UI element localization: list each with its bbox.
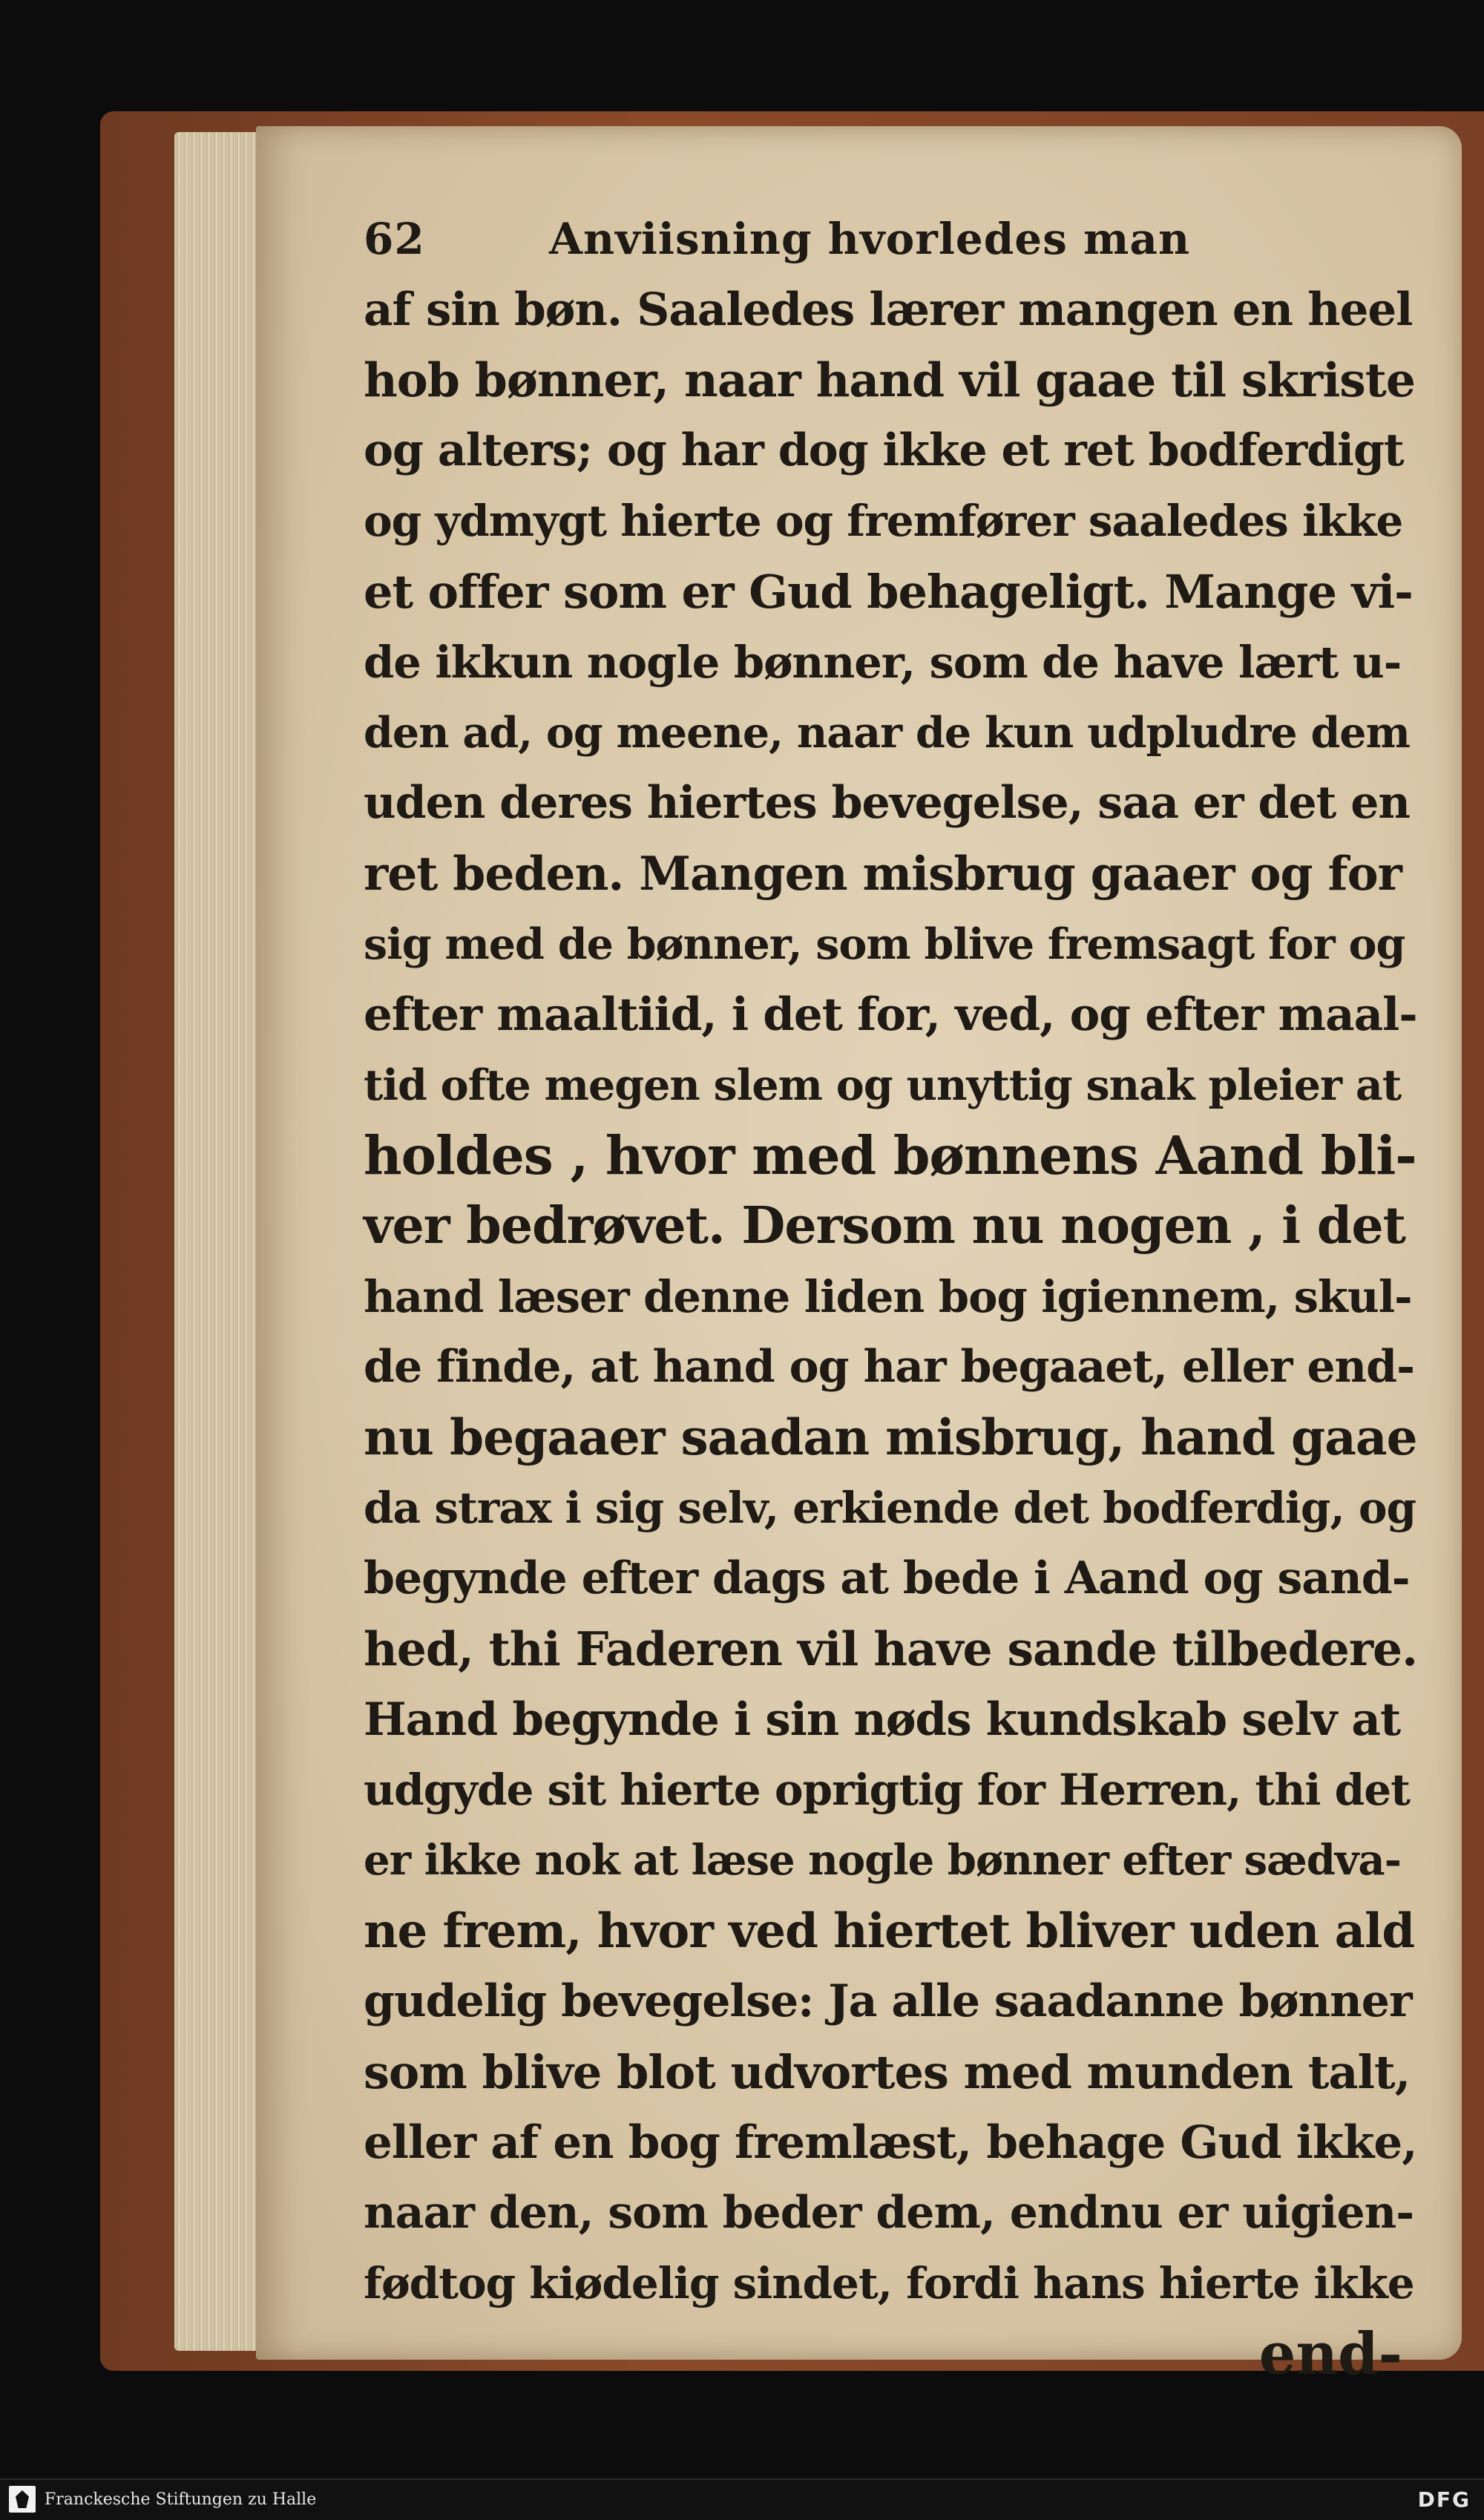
text-line: udgyde sit hierte oprigtig for Herren, thi det	[364, 1765, 1410, 1815]
text-line: eller af en bog fremlæst, behage Gud ikke,	[364, 2116, 1417, 2169]
foundation-logo-icon	[9, 2486, 36, 2513]
page-edges	[174, 132, 263, 2351]
page-number: 62	[364, 214, 425, 264]
text-line: er ikke nok at læse nogle bønner efter sædva-	[364, 1836, 1401, 1885]
text-line: sig med de bønner, som blive fremsagt for og	[364, 919, 1405, 969]
text-line: Hand begynde i sin nøds kundskab selv at	[364, 1693, 1401, 1746]
text-line: som blive blot udvortes med munden talt,	[364, 2045, 1411, 2099]
text-block	[364, 275, 1417, 2319]
text-line: begynde efter dags at bede i Aand og sand-	[364, 1552, 1410, 1604]
running-head: Anviisning hvorledes man	[549, 214, 1191, 264]
text-line: hand læser denne liden bog igiennem, skul-	[364, 1271, 1412, 1322]
viewer-footer	[0, 2478, 1484, 2520]
text-line: fødtog kiødelig sindet, fordi hans hierte ikke	[364, 2258, 1414, 2309]
dfg-mark: DFG	[1417, 2487, 1471, 2512]
text-line: af sin bøn. Saaledes lærer mangen en heel	[364, 283, 1413, 336]
text-line: efter maaltiid, i det for, ved, og efter maal-	[364, 988, 1417, 1041]
text-line: den ad, og meene, naar de kun udpludre dem	[364, 708, 1410, 758]
institution-name: Franckesche Stiftungen zu Halle	[45, 2490, 317, 2509]
text-line: hed, thi Faderen vil have sande tilbedere.	[364, 1621, 1418, 1676]
text-line: de finde, at hand og har begaaet, eller end-	[364, 1341, 1415, 1393]
text-line: gudelig bevegelse: Ja alle saadanne bønner	[364, 1975, 1412, 2027]
text-line: ret beden. Mangen misbrug gaaer og for	[364, 846, 1402, 901]
text-line: tid ofte megen slem og unyttig snak pleier at	[364, 1060, 1402, 1110]
page-text	[364, 200, 1417, 2389]
text-line: ver bedrøvet. Dersom nu nogen , i det	[364, 1196, 1406, 1256]
text-line: hob bønner, naar hand vil gaae til skriste	[364, 352, 1415, 407]
text-line: naar den, som beder dem, endnu er uigien-	[364, 2187, 1414, 2239]
text-line: og ydmygt hierte og fremfører saaledes ikke	[364, 496, 1403, 546]
text-line: de ikkun nogle bønner, som de have lært u-	[364, 637, 1402, 688]
text-line: uden deres hiertes bevegelse, saa er det en	[364, 777, 1411, 829]
text-line: holdes , hvor med bønnens Aand bli-	[364, 1124, 1416, 1187]
text-line: da strax i sig selv, erkiende det bodferdig, og	[364, 1483, 1416, 1533]
text-line: nu begaaer saadan misbrug, hand gaae	[364, 1408, 1417, 1466]
page-header	[364, 200, 1417, 275]
text-line: ne frem, hvor ved hiertet bliver uden ald	[364, 1903, 1415, 1959]
text-line: og alters; og har dog ikke et ret bodferdigt	[364, 424, 1404, 476]
catchword: end-	[1258, 2320, 1402, 2388]
text-line: et offer som er Gud behageligt. Mange vi-	[364, 565, 1413, 619]
